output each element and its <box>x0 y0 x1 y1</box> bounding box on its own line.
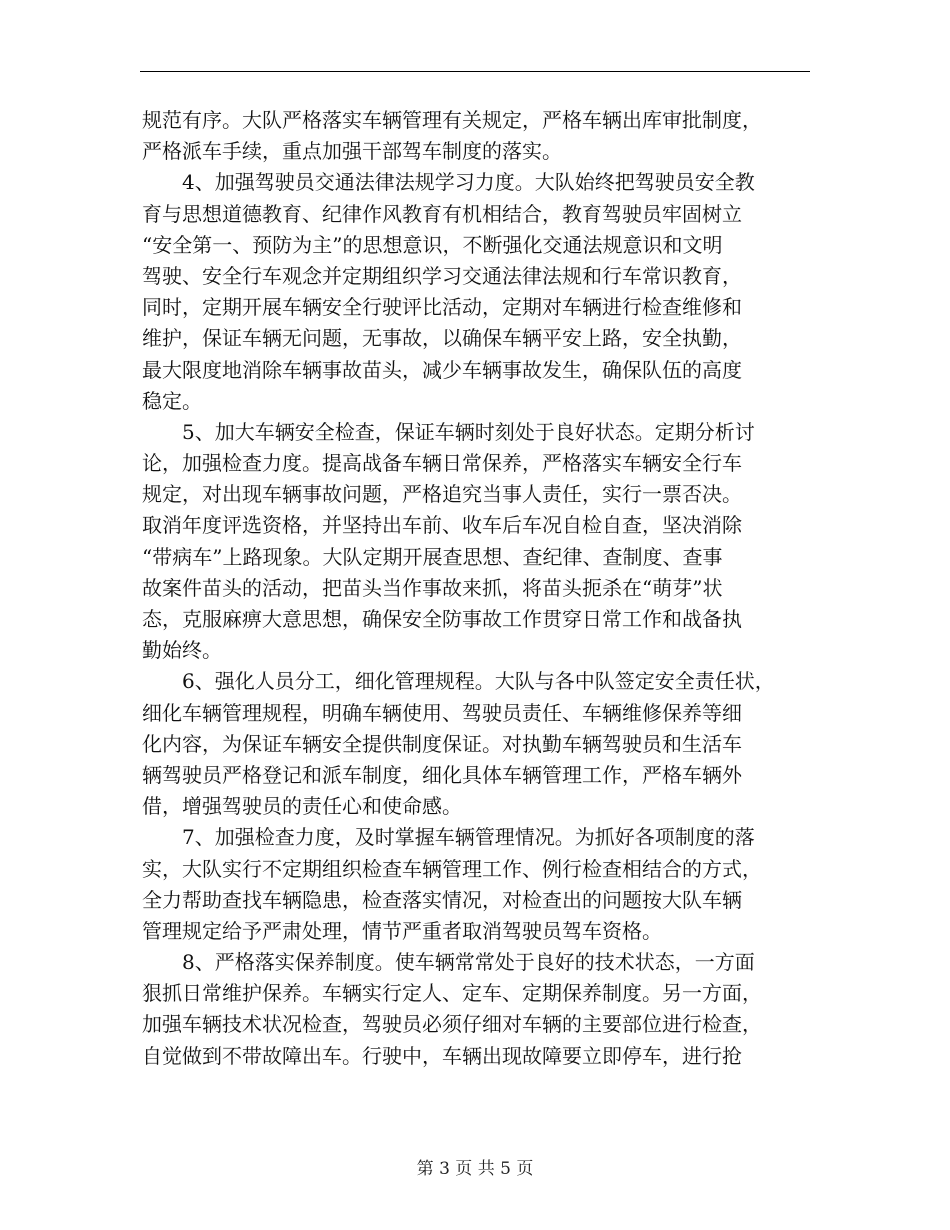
text-line: “安全第一、预防为主”的思想意识，不断强化交通法规意识和文明 <box>142 232 723 257</box>
paragraph-start-item-4: 4、加强驾驶员交通法律法规学习力度。大队始终把驾驶员安全教 <box>182 170 755 195</box>
text-line: 驾驶、安全行车观念并定期组织学习交通法律法规和行车常识教育， <box>142 263 742 288</box>
text-line: 借，增强驾驶员的责任心和使命感。 <box>142 794 462 819</box>
text-line: 同时，定期开展车辆安全行驶评比活动，定期对车辆进行检查维修和 <box>142 295 742 320</box>
text-line: 狠抓日常维护保养。车辆实行定人、定车、定期保养制度。另一方面， <box>142 981 762 1006</box>
paragraph-start-item-6: 6、强化人员分工，细化管理规程。大队与各中队签定安全责任状， <box>182 669 775 694</box>
document-body <box>142 105 814 1072</box>
text-line: 自觉做到不带故障出车。行驶中，车辆出现故障要立即停车，进行抢 <box>142 1043 742 1068</box>
text-line: 加强车辆技术状况检查，驾驶员必须仔细对车辆的主要部位进行检查， <box>142 1012 762 1037</box>
text-line: 细化车辆管理规程，明确车辆使用、驾驶员责任、车辆维修保养等细 <box>142 700 742 725</box>
text-line: 取消年度评选资格，并坚持出车前、收车后车况自检自查，坚决消除 <box>142 513 742 538</box>
text-line: 全力帮助查找车辆隐患，检查落实情况，对检查出的问题按大队车辆 <box>142 887 742 912</box>
text-line: 育与思想道德教育、纪律作风教育有机相结合，教育驾驶员牢固树立 <box>142 201 742 226</box>
text-line: 稳定。 <box>142 388 202 413</box>
text-line: 严格派车手续，重点加强干部驾车制度的落实。 <box>142 139 562 164</box>
text-line: 化内容，为保证车辆安全提供制度保证。对执勤车辆驾驶员和生活车 <box>142 731 742 756</box>
text-line: 维护，保证车辆无问题，无事故，以确保车辆平安上路，安全执勤， <box>142 326 742 351</box>
text-line: “带病车”上路现象。大队定期开展查思想、查纪律、查制度、查事 <box>142 544 723 569</box>
text-line: 规定，对出现车辆事故问题，严格追究当事人责任，实行一票否决。 <box>142 482 742 507</box>
text-line: 态，克服麻痹大意思想，确保安全防事故工作贯穿日常工作和战备执 <box>142 607 742 631</box>
paragraph-start-item-8: 8、严格落实保养制度。使车辆常常处于良好的技术状态，一方面 <box>182 950 755 975</box>
text-line: 实，大队实行不定期组织检查车辆管理工作、例行检查相结合的方式， <box>142 856 762 881</box>
text-line: 辆驾驶员严格登记和派车制度，细化具体车辆管理工作，严格车辆外 <box>142 762 742 787</box>
text-line: 管理规定给予严肃处理，情节严重者取消驾驶员驾车资格。 <box>142 918 662 943</box>
text-line: 勤始终。 <box>142 638 222 663</box>
text-line: 故案件苗头的活动，把苗头当作事故来抓，将苗头扼杀在“萌芽”状 <box>142 575 723 600</box>
text-line: 论，加强检查力度。提高战备车辆日常保养，严格落实车辆安全行车 <box>142 451 742 476</box>
paragraph-start-item-5: 5、加大车辆安全检查，保证车辆时刻处于良好状态。定期分析讨 <box>182 419 755 444</box>
header-rule <box>140 71 810 72</box>
page-number-footer: 第 3 页 共 5 页 <box>416 1159 534 1179</box>
text-line: 最大限度地消除车辆事故苗头，减少车辆事故发生，确保队伍的高度 <box>142 357 742 382</box>
paragraph-start-item-7: 7、加强检查力度，及时掌握车辆管理情况。为抓好各项制度的落 <box>182 825 755 850</box>
text-line: 规范有序。大队严格落实车辆管理有关规定，严格车辆出库审批制度， <box>142 108 762 132</box>
